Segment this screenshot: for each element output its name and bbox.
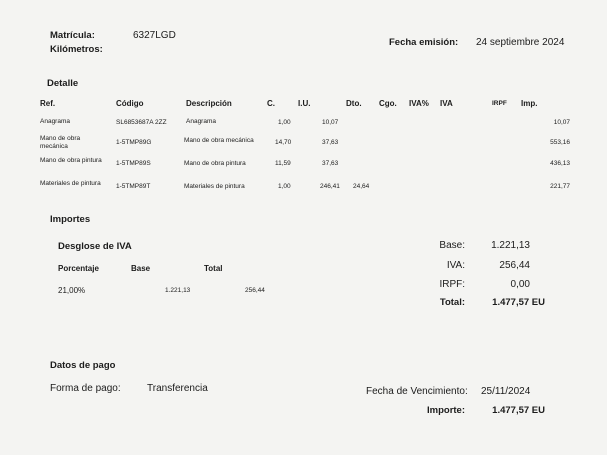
datos-pago-title: Datos de pago xyxy=(50,360,116,371)
row-codigo: 1-5TMP89S xyxy=(116,160,151,167)
row-iu: 10,07 xyxy=(322,119,339,126)
base-label: Base: xyxy=(439,240,465,251)
kilometros-label: Kilómetros: xyxy=(50,44,103,55)
row-descripcion: Mano de obra pintura xyxy=(184,160,246,167)
col-codigo: Código xyxy=(116,99,144,108)
row-iu: 37,63 xyxy=(322,139,339,146)
col-iu: I.U. xyxy=(298,99,311,108)
desglose-col-base: Base xyxy=(131,264,151,273)
col-imp: Imp. xyxy=(521,99,538,108)
row-c: 1,00 xyxy=(278,119,291,126)
row-ref: Anagrama xyxy=(40,118,70,125)
desglose-total: 256,44 xyxy=(245,287,265,294)
row-c: 11,59 xyxy=(275,160,291,167)
row-imp: 10,07 xyxy=(553,119,570,126)
importe-value: 1.477,57 EU xyxy=(492,405,545,416)
irpf-value: 0,00 xyxy=(510,279,530,290)
row-imp: 221,77 xyxy=(550,183,570,190)
row-iu: 37,63 xyxy=(322,160,339,167)
col-descripcion: Descripción xyxy=(186,99,232,108)
fecha-emision-label: Fecha emisión: xyxy=(389,37,459,48)
row-ref: Materiales de pintura xyxy=(40,180,101,187)
vencimiento-label: Fecha de Vencimiento: xyxy=(366,386,468,397)
col-cgo: Cgo. xyxy=(379,99,397,108)
iva-value: 256,44 xyxy=(499,260,530,271)
desglose-iva-title: Desglose de IVA xyxy=(58,241,132,252)
row-codigo: 1-5TMP89T xyxy=(116,183,151,190)
desglose-col-porcentaje: Porcentaje xyxy=(58,264,99,273)
col-iva: IVA xyxy=(440,99,453,108)
vencimiento-value: 25/11/2024 xyxy=(481,386,531,397)
importes-title: Importes xyxy=(50,214,91,225)
row-codigo: SL6853687A 2ZZ xyxy=(116,119,167,126)
row-descripcion: Materiales de pintura xyxy=(184,183,245,190)
row-descripcion: Anagrama xyxy=(186,118,216,125)
desglose-base: 1.221,13 xyxy=(165,287,191,294)
row-c: 1,00 xyxy=(278,183,291,190)
row-iu: 246,41 xyxy=(320,183,340,190)
col-dto: Dto. xyxy=(346,99,362,108)
fecha-emision-value: 24 septiembre 2024 xyxy=(476,37,565,48)
row-c: 14,70 xyxy=(275,139,292,146)
base-value: 1.221,13 xyxy=(491,240,530,251)
total-value: 1.477,57 EU xyxy=(492,297,545,308)
detalle-title: Detalle xyxy=(47,78,79,89)
row-imp: 553,16 xyxy=(550,139,570,146)
row-ref: Mano de obra pintura xyxy=(40,157,102,164)
col-c: C. xyxy=(267,99,275,108)
matricula-label: Matrícula: xyxy=(50,30,95,41)
iva-label: IVA: xyxy=(446,260,465,271)
col-ref: Ref. xyxy=(40,99,56,108)
col-iva-pct: IVA% xyxy=(409,99,429,108)
row-ref: Mano de obra mecánica xyxy=(40,135,81,150)
irpf-label: IRPF: xyxy=(439,279,465,290)
desglose-porcentaje: 21,00% xyxy=(58,286,86,295)
row-dto: 24,64 xyxy=(353,183,370,190)
forma-pago-label: Forma de pago: xyxy=(50,383,121,394)
desglose-col-total: Total xyxy=(204,264,223,273)
col-irpf: IRPF xyxy=(492,100,507,107)
row-imp: 436,13 xyxy=(550,160,570,167)
total-label: Total: xyxy=(439,297,465,308)
matricula-value: 6327LGD xyxy=(133,30,176,41)
forma-pago-value: Transferencia xyxy=(147,383,208,394)
importe-label: Importe: xyxy=(427,405,465,416)
row-codigo: 1-5TMP89G xyxy=(116,139,152,146)
row-descripcion: Mano de obra mecánica xyxy=(184,137,254,144)
